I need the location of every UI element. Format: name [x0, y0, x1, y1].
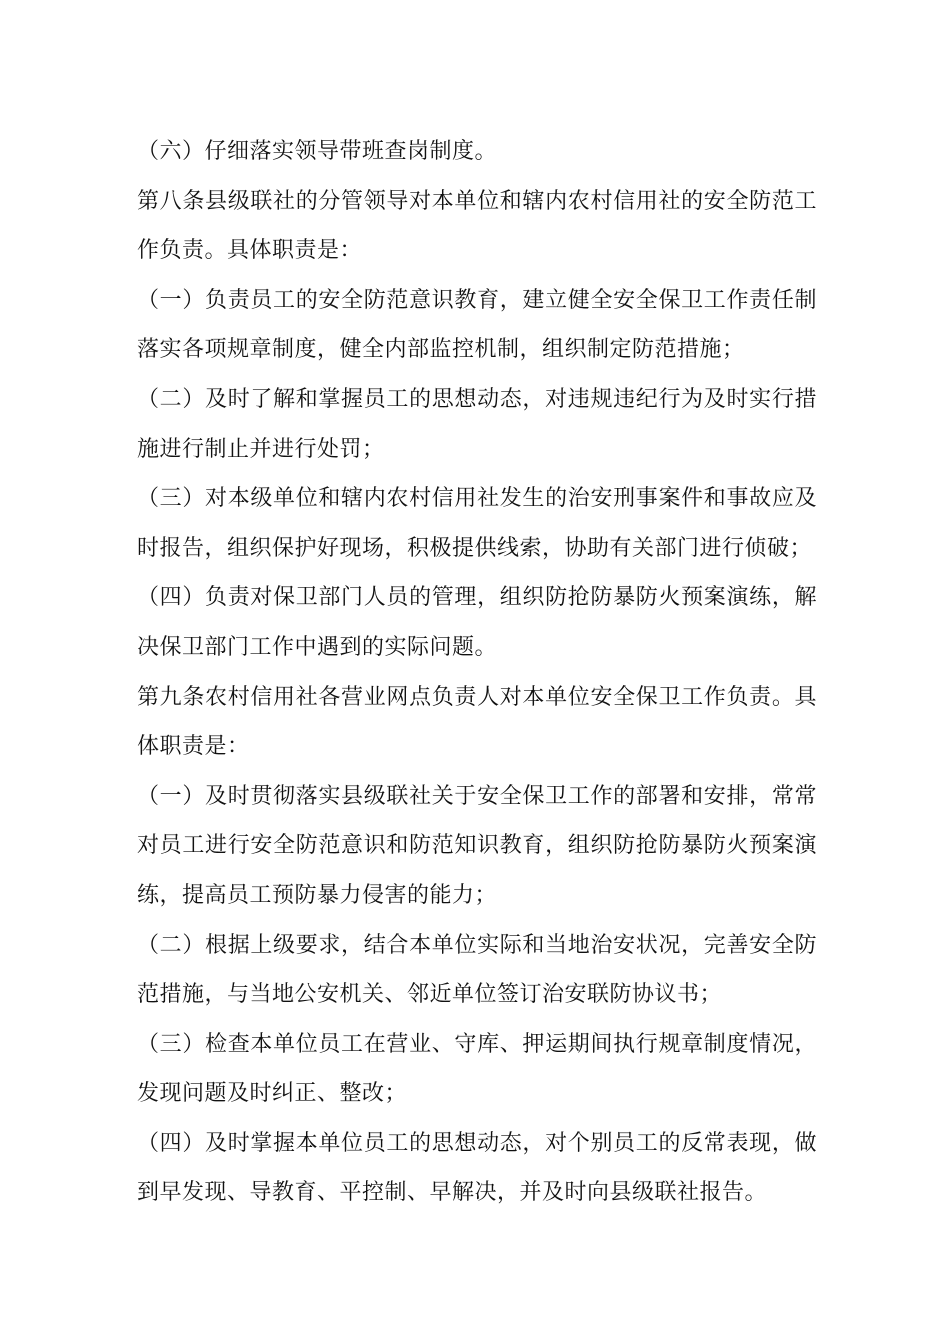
paragraph-article-8-item-1: （一）负责员工的安全防范意识教育，建立健全安全保卫工作责任制落实各项规章制度，健全内部监控机制，组织制定防范措施； [137, 287, 817, 363]
paragraph-article-8-item-4: （四）负责对保卫部门人员的管理，组织防抢防暴防火预案演练，解决保卫部门工作中遇到的实际问题。 [137, 585, 817, 660]
paragraph-article-9-item-1: （一）及时贯彻落实县级联社关于安全保卫工作的部署和安排，常常对员工进行安全防范意识和防范知识教育，组织防抢防暴防火预案演练，提高员工预防暴力侵害的能力； [137, 783, 817, 908]
paragraph-article-9-item-4: （四）及时掌握本单位员工的思想动态，对个别员工的反常表现，做到早发现、导教育、平控制、早解决，并及时向县级联社报告。 [137, 1130, 817, 1206]
paragraph-article-9-item-3: （三）检查本单位员工在营业、守库、押运期间执行规章制度情况，发现问题及时纠正、整改； [137, 1031, 817, 1107]
document-body [137, 127, 817, 1218]
paragraph-article-8-item-2: （二）及时了解和掌握员工的思想动态，对违规违纪行为及时实行措施进行制止并进行处罚； [137, 386, 817, 462]
paragraph-article-8-item-3: （三）对本级单位和辖内农村信用社发生的治安刑事案件和事故应及时报告，组织保护好现场，积极提供线索，协助有关部门进行侦破； [137, 486, 817, 561]
paragraph-article-9-item-2: （二）根据上级要求，结合本单位实际和当地治安状况，完善安全防范措施，与当地公安机关、邻近单位签订治安联防协议书； [137, 932, 817, 1008]
paragraph-item-6-leader-duty: （六）仔细落实领导带班查岗制度。 [137, 139, 498, 164]
paragraph-article-8: 第八条县级联社的分管领导对本单位和辖内农村信用社的安全防范工作负责。具体职责是： [137, 188, 817, 264]
paragraph-article-9: 第九条农村信用社各营业网点负责人对本单位安全保卫工作负责。具体职责是： [137, 684, 817, 760]
